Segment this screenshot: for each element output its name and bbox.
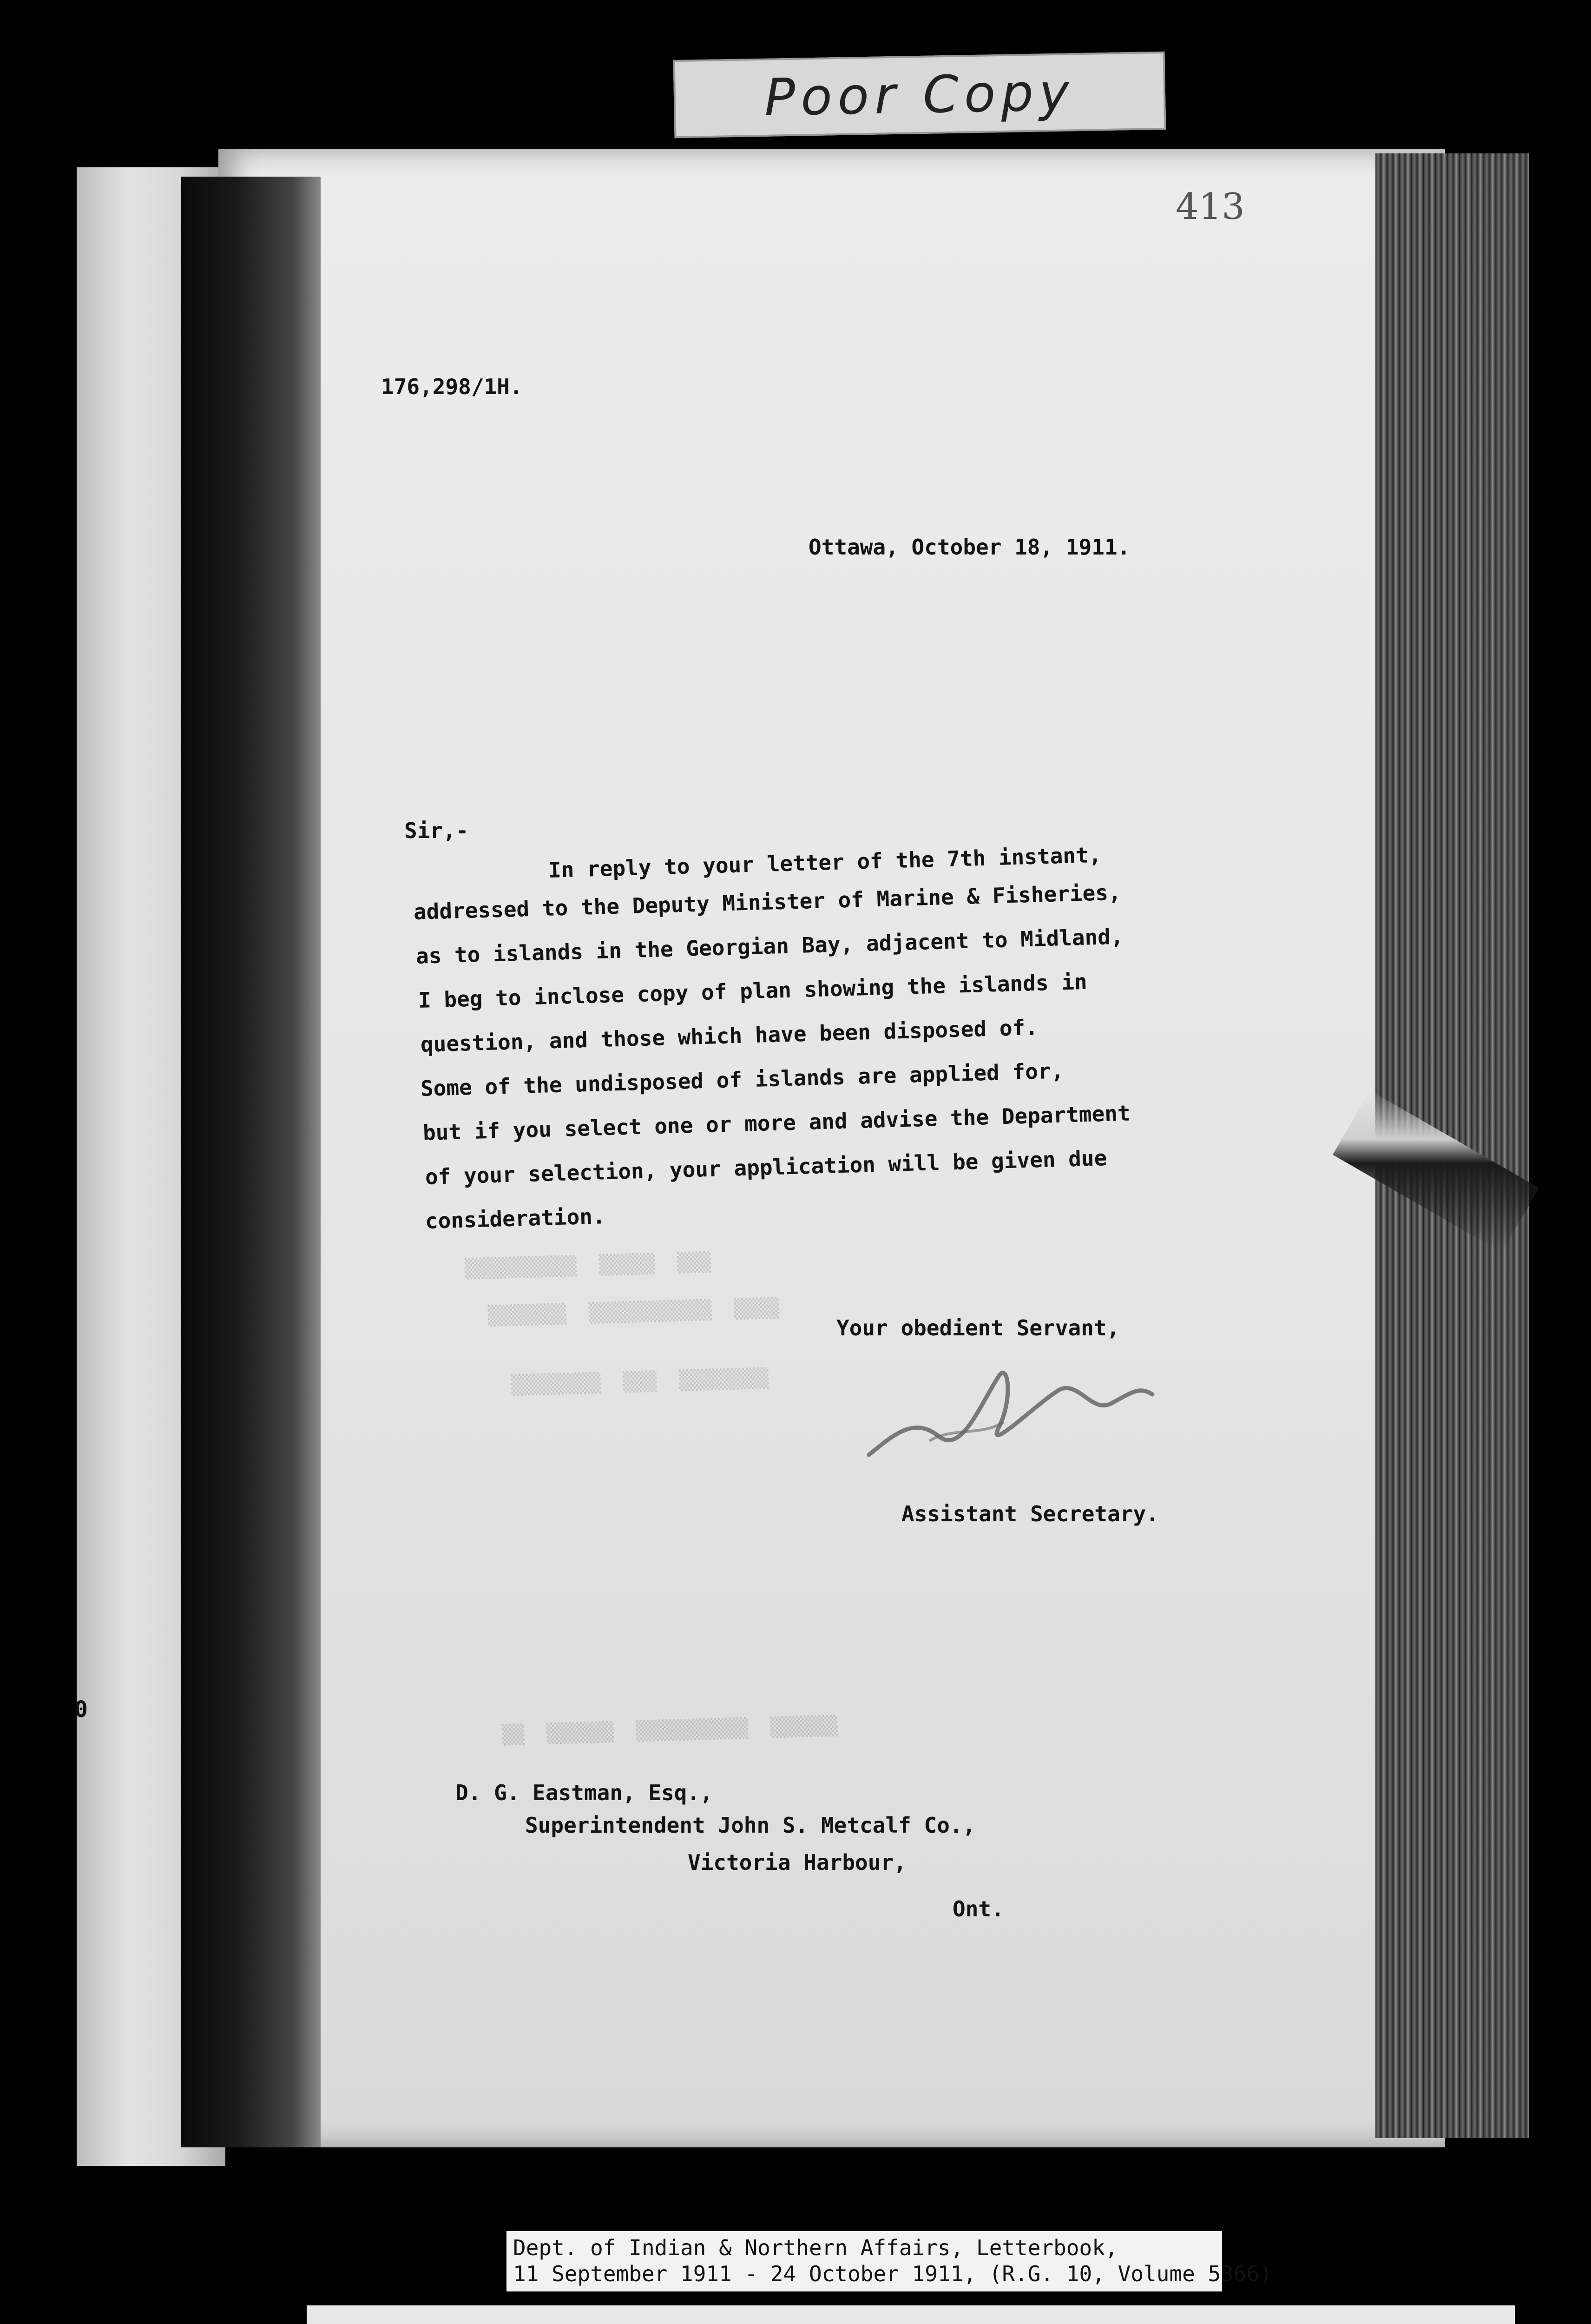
caption-line: Dept. of Indian & Northern Affairs, Letterbook, [513,2235,1118,2260]
bleed-through-text: ▒▒▒▒▒▒▒▒ ▒▒▒ ▒▒▒▒▒▒▒▒ [511,1367,769,1396]
letter-body-line: of your selection, your application will be given due [425,1145,1107,1189]
archive-caption [506,2231,1272,2291]
signatory-title: Assistant Secretary. [901,1501,1159,1526]
caption-line: 11 September 1911 - 24 October 1911, (R.G. 10, Volume 5366) [513,2261,1272,2286]
public-archives-stamp [307,2305,1515,2324]
addressee-line: Victoria Harbour, [688,1850,907,1875]
letter-body-line: I beg to inclose copy of plan showing the islands in [418,969,1088,1013]
letter-body-line: as to islands in the Georgian Bay, adjacent to Midland, [415,924,1124,969]
letter-reference: 176,298/1H. [381,374,523,399]
letter-body-line: question, and those which have been disposed of. [420,1014,1039,1057]
addressee-line: Superintendent John S. Metcalf Co., [525,1813,976,1838]
letter-body-line: but if you select one or more and advise the Department [422,1100,1131,1145]
letter-salutation: Sir,- [404,818,469,843]
letter-body-line: consideration. [425,1203,606,1234]
addressee-line: D. G. Eastman, Esq., [455,1780,713,1805]
bleed-through-text: ▒▒ ▒▒▒▒▒▒ ▒▒▒▒▒▒▒▒▒▒ ▒▒▒▒▒▒ [501,1715,838,1746]
addressee-line: Ont. [953,1896,1004,1921]
poor-copy-label [673,52,1166,138]
page-number: 413 [1176,186,1245,228]
poor-copy-text: Poor Copy [763,62,1076,127]
letter-date: Ottawa, October 18, 1911. [809,535,1131,560]
letter-body-line: In reply to your letter of the 7th instant, [548,842,1102,883]
bleed-through-text: ▒▒▒▒▒▒▒▒▒▒ ▒▒▒▒▒ ▒▒▒ [464,1251,711,1280]
letter-closing: Your obedient Servant, [836,1315,1120,1340]
left-page-mark: 0 [74,1697,88,1723]
spine-shadow [181,177,321,2147]
letter-body-line: addressed to the Deputy Minister of Marine & Fisheries, [413,879,1122,924]
handwritten-signature [860,1348,1162,1478]
letter-body-line: Some of the undisposed of islands are applied for, [420,1058,1064,1101]
letter-page [218,149,1445,2147]
bleed-through-text: ▒▒▒▒▒▒▒ ▒▒▒▒▒▒▒▒▒▒▒ ▒▒▒▒ [487,1297,779,1327]
